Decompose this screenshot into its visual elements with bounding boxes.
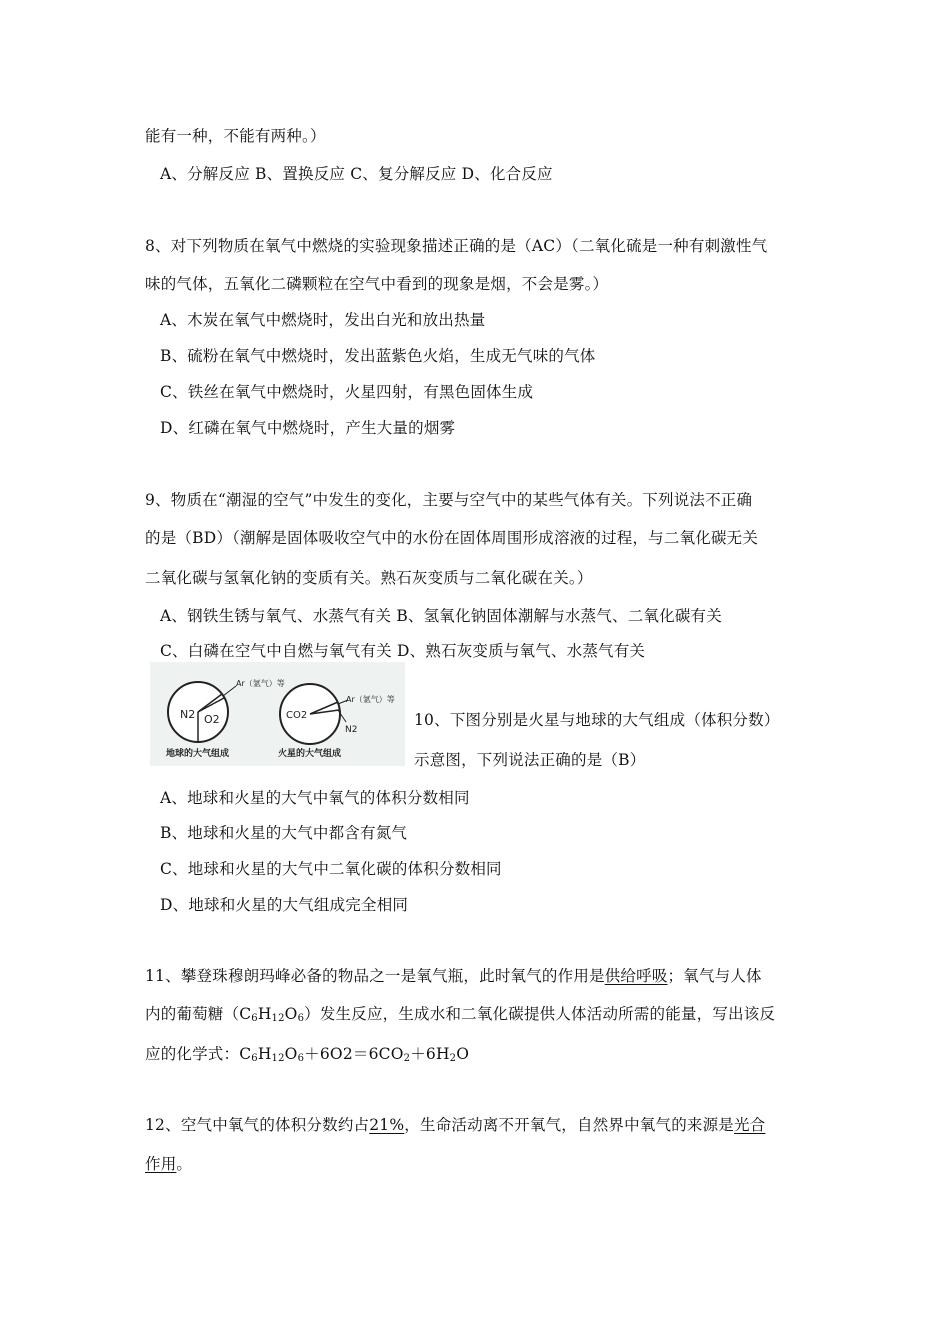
q10-option-b: B、地球和火星的大气中都含有氮气 bbox=[160, 824, 408, 842]
q7-continuation: 能有一种，不能有两种。） bbox=[145, 127, 326, 145]
subscript: 6 bbox=[251, 1053, 258, 1064]
q11-text: ＋6O2＝6CO bbox=[304, 1045, 404, 1063]
q8-option-b: B、硫粉在氧气中燃烧时，发出蓝紫色火焰，生成无气味的气体 bbox=[160, 347, 596, 365]
q11-text: O bbox=[456, 1045, 470, 1063]
earth-ar-label: Ar（氩气）等 bbox=[236, 679, 285, 688]
q11-text: 11、攀登珠穆朗玛峰必备的物品之一是氧气瓶，此时氧气的作用是 bbox=[145, 967, 605, 985]
q11-text: O bbox=[284, 1005, 298, 1023]
q10-option-a: A、地球和火星的大气中氧气的体积分数相同 bbox=[160, 789, 470, 807]
subscript: 12 bbox=[271, 1053, 285, 1064]
mars-caption: 火星的大气组成 bbox=[278, 749, 342, 759]
q9-options-cd: C、白磷在空气中自燃与氧气有关 D、熟石灰变质与氧气、水蒸气有关 bbox=[160, 642, 646, 660]
atmosphere-composition-figure bbox=[150, 662, 405, 766]
q9-stem-line3: 二氧化碳与氢氧化钠的变质有关。熟石灰变质与二氧化碳在关。） bbox=[145, 569, 593, 587]
q11-text: 内的葡萄糖（C bbox=[145, 1005, 252, 1023]
q12-stem-line1 bbox=[145, 1115, 765, 1135]
q12-text: 。 bbox=[176, 1155, 193, 1173]
q12-answer-2: 作用 bbox=[145, 1155, 177, 1173]
q12-text: ，生命活动离不开氧气，自然界中氧气的来源是 bbox=[404, 1116, 734, 1134]
subscript: 6 bbox=[297, 1053, 305, 1064]
mars-n2-label: N2 bbox=[345, 725, 358, 735]
q7-options: A、分解反应 B、置换反应 C、复分解反应 D、化合反应 bbox=[160, 165, 553, 183]
q12-answer-1: 21% bbox=[369, 1116, 405, 1134]
q9-options-ab: A、钢铁生锈与氧气、水蒸气有关 B、氢氧化钠固体潮解与水蒸气、二氧化碳有关 bbox=[160, 607, 722, 625]
subscript: 6 bbox=[297, 1013, 305, 1024]
q9-stem-line2: 的是（BD）（潮解是固体吸收空气中的水份在固体周围形成溶液的过程，与二氧化碳无关 bbox=[145, 529, 759, 547]
q11-text: ＋6H bbox=[410, 1045, 450, 1063]
q8-stem-line1: 8、对下列物质在氧气中燃烧的实验现象描述正确的是（AC）（二氧化硫是一种有刺激性气 bbox=[145, 237, 768, 255]
q10-stem-line2: 示意图，下列说法正确的是（B） bbox=[414, 751, 646, 769]
mars-ar-label: Ar（氩气）等 bbox=[346, 695, 395, 704]
q11-stem-line3 bbox=[145, 1044, 469, 1064]
q10-stem-line1: 10、下图分别是火星与地球的大气组成（体积分数） bbox=[414, 711, 780, 729]
q8-option-a: A、木炭在氧气中燃烧时，发出白光和放出热量 bbox=[160, 311, 486, 329]
q11-text: O bbox=[284, 1045, 298, 1063]
q8-stem-line2: 味的气体，五氧化二磷颗粒在空气中看到的现象是烟，不会是雾。） bbox=[145, 275, 609, 293]
q12-stem-line2 bbox=[145, 1154, 192, 1174]
q11-text: H bbox=[257, 1005, 272, 1023]
q11-text: H bbox=[257, 1045, 272, 1063]
q12-answer-2: 光合 bbox=[734, 1116, 766, 1134]
q8-option-c: C、铁丝在氧气中燃烧时，火星四射，有黑色固体生成 bbox=[160, 383, 534, 401]
q11-stem-line2 bbox=[145, 1004, 775, 1024]
subscript: 12 bbox=[271, 1013, 285, 1024]
q11-text: ；氧气与人体 bbox=[667, 967, 762, 985]
subscript: 2 bbox=[403, 1053, 411, 1064]
q10-option-d: D、地球和火星的大气组成完全相同 bbox=[160, 896, 409, 914]
q11-text: 应的化学式：C bbox=[145, 1045, 252, 1063]
earth-o2-label: O2 bbox=[204, 713, 220, 726]
q8-option-d: D、红磷在氧气中燃烧时，产生大量的烟雾 bbox=[160, 419, 456, 437]
q10-option-c: C、地球和火星的大气中二氧化碳的体积分数相同 bbox=[160, 860, 502, 878]
q9-stem-line1: 9、物质在“潮湿的空气”中发生的变化，主要与空气中的某些气体有关。下列说法不正确 bbox=[145, 491, 753, 509]
q11-answer-1: 供给呼吸 bbox=[604, 967, 668, 985]
earth-n2-label: N2 bbox=[180, 708, 196, 721]
subscript: 6 bbox=[251, 1013, 258, 1024]
q11-stem-line1 bbox=[145, 966, 762, 986]
q12-text: 12、空气中氧气的体积分数约占 bbox=[145, 1116, 370, 1134]
q11-text: ）发生反应，生成水和二氧化碳提供人体活动所需的能量，写出该反 bbox=[304, 1005, 776, 1023]
earth-caption: 地球的大气组成 bbox=[166, 749, 230, 759]
mars-co2-label: CO2 bbox=[286, 710, 308, 721]
subscript: 2 bbox=[449, 1053, 457, 1064]
